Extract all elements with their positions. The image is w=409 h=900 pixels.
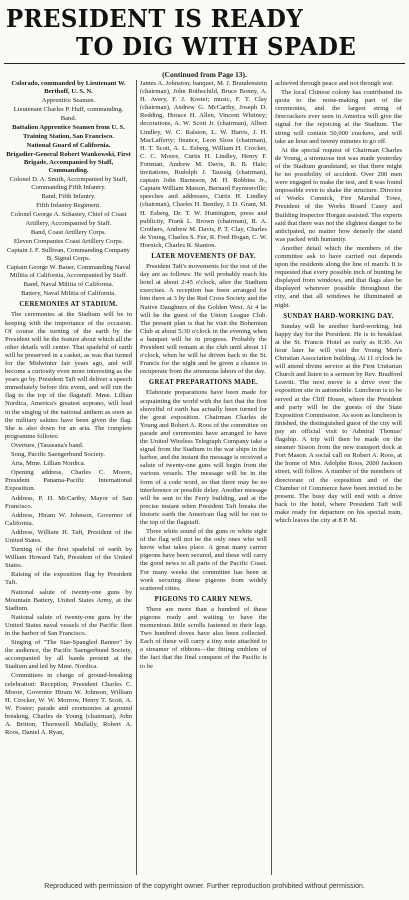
article-paragraph: Band. bbox=[60, 115, 77, 123]
continued-notice: (Continued from Page 13). bbox=[162, 70, 247, 79]
copyright-footer: Reproduced with permission of the copyright owner. Further reproduction prohibited without permission. bbox=[44, 883, 365, 890]
article-paragraph: The local Chinese colony has contributed its quota to the noise-making part of the ceremonies, and the largest string of firecrackers ever seen in America will give the signal for the rejoicing at the Stadium. The string will contain 50,000 crackers, and will take an hour and twenty minutes to go off. bbox=[275, 89, 402, 145]
article-paragraph: Overture, (Tasseana's band. bbox=[11, 441, 84, 449]
article-paragraph: Colonel George A. Schastey, Chief of Coast Artillery, Accompanied by Staff. bbox=[10, 211, 127, 227]
article-paragraph: Elaborate preparations have been made for acquainting the world with the fact that the first shovelful of earth has actually been turned for the great exposition. Chairman Charles de Young and Robert A. Roos of the committee on parade and ceremonies have arranged to have the United Wireless Telegraph Company take a signal from the Stadium to the war ships in the harbor, and the instant the message is received a salute of twenty-one guns will begin from the various vessels. The message will be in the form of a code word, so that there may be no interference or possible delay. Another message will be sent to the Ferry building, and at the precise instant when President Taft breaks the historic earth the American flag will be run to the top of the flagstaff. bbox=[140, 389, 267, 526]
article-paragraph: Address, Hiram W. Johnson, Governor of California. bbox=[5, 511, 132, 527]
article-paragraph: Colorado, commanded by Lieutenant W. Berthoff, U. S. N. bbox=[11, 80, 126, 96]
section-heading: LATER MOVEMENTS OF DAY. bbox=[151, 252, 256, 260]
article-paragraph: Captain J. F. Sullivan, Commanding Company B, Signal Corps. bbox=[7, 246, 130, 262]
article-paragraph: Band, Naval Militia of California. bbox=[23, 281, 114, 289]
column-divider bbox=[136, 80, 137, 875]
section-heading: CEREMONIES AT STADIUM. bbox=[19, 301, 118, 309]
article-paragraph: Raising of the exposition flag by President Taft. bbox=[5, 571, 132, 587]
article-paragraph: Address, P. H. McCarthy, Mayor of San Francisco. bbox=[5, 494, 132, 510]
article-paragraph: The ceremonies at the Stadium will be in keeping with the importance of the occasion. Of course the turning of the earth by the President will be the feature about which all the other details will center. That spadeful of earth will be preserved in a casket, as was that turned for the Midwinter fair years ago, and will become a curiosity even more interesting as the years go by. President Taft will deliver a speech immediately before this event, and will run the flag to the top of the flagstaff. Mme. Lillian Nordica, America's greatest soprano, will lead in the singing of the national anthem as soon as the military salutes have been given the flag. She is also down for an aria. The complete programme follows: bbox=[5, 311, 132, 440]
article-paragraph: President Taft's movements for the rest of the day are as follows: He will probably reach his hotel at about 2:45 o'clock, after the Stadium exercises. A reception has been arranged for him there at 3 by the Red Cross Society and the Native Daughters of the Golden West. At 4 he will be the guest of the Union League Club. The present plan is that he visit the Bohemian Club at about 5:30 o'clock in the evening when a banquet will be in progress. Probably the President will remain at the club until about 11 o'clock, when he will be driven back to the St. Francis for the night and be given a chance to recuperate from the strenuous labors of the day. bbox=[140, 263, 267, 376]
article-paragraph: Brigadier-General Robert Wankowski, First Brigade, Accompanied by Staff, Commanding. bbox=[6, 150, 131, 174]
article-paragraph: James A. Johnston; banquet, M. J. Brandenstein (chairman), John Rothschild, Bruce Bonny, A. H. Avery, F. J. Koster; music, F. T. Clay (chairman), Andrew G. McCarthy, Joseph D. Redding, Horace H. Allen, Vincent Whitney; decorations, A. W. Scott Jr. (chairman), Albert Lindley, W. C. Ralston, L. W. Harris, J. H. MacLafferty; finance, Leon Sloss (chairman), H. T. Scott, A. L. Esberg, William H. Crocker, C. C. Moore, Curtis H. Lindley, Henry F. Fortman, Andrew M. Davis, R. B. Hale; invitations, Rudolph J. Taussig (chairman), captain John Barneson, M. H. Robbins Jr., Captain William Matson, Bernard Faymonville; speeches and addresses, Curtis H. Lindley (chairman), Charles H. Bentley, J. D. Grant, M. H. Esberg, Dr. T. W. Huntington, press and publicity, Frank L. Brown (chairman), R. A. Crothers, Andrew M. Davis, P. T. Clay, Charles de Young, Charles S. Fee, R. Fred Hogan, C. W. Hornick, Charles R. Stanton. bbox=[140, 80, 267, 249]
article-paragraph: Band, Coast Artillery Corps. bbox=[30, 228, 107, 236]
article-paragraph: Sunday will be another hard-working, but happy day for the President. He is to breakfast at the St. Francis Hotel as early as 8:30. An hour later he will visit the Young Men's Christian Association building. At 11 o'clock he will attend divine service at the First Unitarian Church and listen to a sermon by Rev. Bradford Leavitt. The next move is a drive over the exposition site in automobile. Luncheon is to be served at the Cliff House, where the President and party will be the guests of the State Exposition Commission. As soon as luncheon is finished, the distinguished guest of the city will pay an official visit to Admiral Thomas' flagship. A trip will then be made on the steamer Sisson from the new transport dock at Fort Mason. A social call on Robert A. Roos, at the home of Mrs. Adolphe Roos, 2000 Jackson street, will follow. A number of the members of directorate of the exposition and of the Chamber of Commerce have been invited to be present. The busy day will end with a drive back to the hotel, where President Taft will make ready for departure on his special train, which leaves the city at 8 P. M. bbox=[275, 322, 402, 524]
article-paragraph: Committees in charge of ground-breaking celebration: Reception, President Charles C. Moore, Governor Hiram W. Johnson, William H. Crocker, W. W. Morrow, Henry T. Scott, A. W. Foster; parade and ceremonies at ground breaking, Charles de Young (chairman), John A. Britton, Thornwell Mullally, Robert A. Roos, Daniel A. Ryan, bbox=[5, 672, 132, 737]
article-paragraph: Address, William H. Taft, President of the United States. bbox=[5, 528, 132, 544]
article-paragraph: National Guard of California. bbox=[26, 141, 111, 149]
article-paragraph: Battery, Naval Militia of California. bbox=[21, 290, 116, 298]
article-column-2 bbox=[140, 80, 267, 875]
column-divider bbox=[271, 80, 272, 875]
headline-rule bbox=[4, 63, 405, 64]
article-paragraph: Opening address, Charles C. Moore, President Panama-Pacific International Exposition. bbox=[5, 469, 132, 493]
article-paragraph: Singing of "The Star-Spangled Banner" by the audience, the Pacific Saengerbund Society, accompanied by all bands present at the Stadium and led by Mme. Nordica. bbox=[5, 639, 132, 671]
article-paragraph: National salute of twenty-one guns by the United States naval vessels of the Pacific fleet in the harbor of San Francisco. bbox=[5, 613, 132, 637]
article-paragraph: Captain George W. Bauer, Commanding Naval Militia of California, Accompanied by Staff. bbox=[6, 263, 131, 280]
article-column-3 bbox=[275, 80, 402, 875]
article-paragraph: Aria, Mme. Lillian Nordica. bbox=[11, 460, 86, 468]
article-paragraph: Another detail which the members of the committee ask to have carried out depends upon the residents along the line of march. It is requested that every possible inch of bunting be displayed from windows, and that flags also be displayed wherever possible throughout the city, and that all windows be illuminated at night. bbox=[275, 244, 402, 309]
section-heading: SUNDAY HARD-WORKING DAY. bbox=[283, 312, 394, 320]
article-paragraph: National salute of twenty-one guns by Mountain Battery, United States Army, at the Stadium. bbox=[5, 588, 132, 612]
article-paragraph: Colonel D. A. Smith, Accompanied by Staff, Commanding Fifth Infantry. bbox=[9, 176, 128, 192]
section-heading: GREAT PREPARATIONS MADE. bbox=[148, 379, 259, 387]
article-paragraph: Fifth Infantry Regiment. bbox=[36, 202, 101, 210]
article-paragraph: Battalion Apprentice Seamen from U. S. Training Station, San Francisco. bbox=[12, 124, 125, 140]
headline-line-1: PRESIDENT IS READY bbox=[6, 4, 304, 33]
headline-line-2: TO DIG WITH SPADE bbox=[76, 32, 357, 61]
article-paragraph: Band, Fifth Infantry. bbox=[41, 193, 96, 201]
article-column-1 bbox=[5, 80, 132, 875]
article-paragraph: Apprentice Seamen. bbox=[41, 97, 96, 105]
article-paragraph: At the special request of Chairman Charles de Young, a strenuous test was made yesterday of the Stadium grandstand, so that there might be no possibility of accident. Over 200 men were engaged to make the test, and it was found impossible even to shake the structure. Director of Works Connick, Fire Marshal Towe, President of the Works Board Casey and Building Inspector Horgan assisted. The experts said that there was not the slightest danger to be anticipated, no matter how densely the stand was packed with humanity. bbox=[275, 146, 402, 243]
section-heading: PIGEONS TO CARRY NEWS. bbox=[154, 595, 253, 603]
article-paragraph: Lieutenant Charles P. Huff, commanding. bbox=[13, 106, 124, 114]
article-paragraph: There are more than a hundred of these pigeons ready and waiting to have the momentous little scrolls fastened to their legs. Two hundred doves have also been collected. Each of these will carry a tiny note attached to a streamer of ribbons—the fitting emblem of the fact that the final conquest of the Pacific is to be bbox=[140, 605, 267, 670]
article-paragraph: achieved through peace and not through war. bbox=[275, 80, 394, 87]
article-paragraph: Turning of the first spadeful of earth by William Howard Taft, President of the United States. bbox=[5, 546, 132, 570]
article-paragraph: Eleven Companies Coast Artillery Corps. bbox=[13, 237, 124, 245]
article-paragraph: Song, Pacific Saengerbund Society. bbox=[11, 451, 105, 459]
article-paragraph: Three white sound of the guns or white sight of the flag will not be the only ones who will know what takes place. A great many carrier pigeons have been secured, and these will carry the good news to all parts of the Pacific Coast. For many weeks the committee has been at work securing these pigeons from widely scattered cities. bbox=[140, 528, 267, 592]
